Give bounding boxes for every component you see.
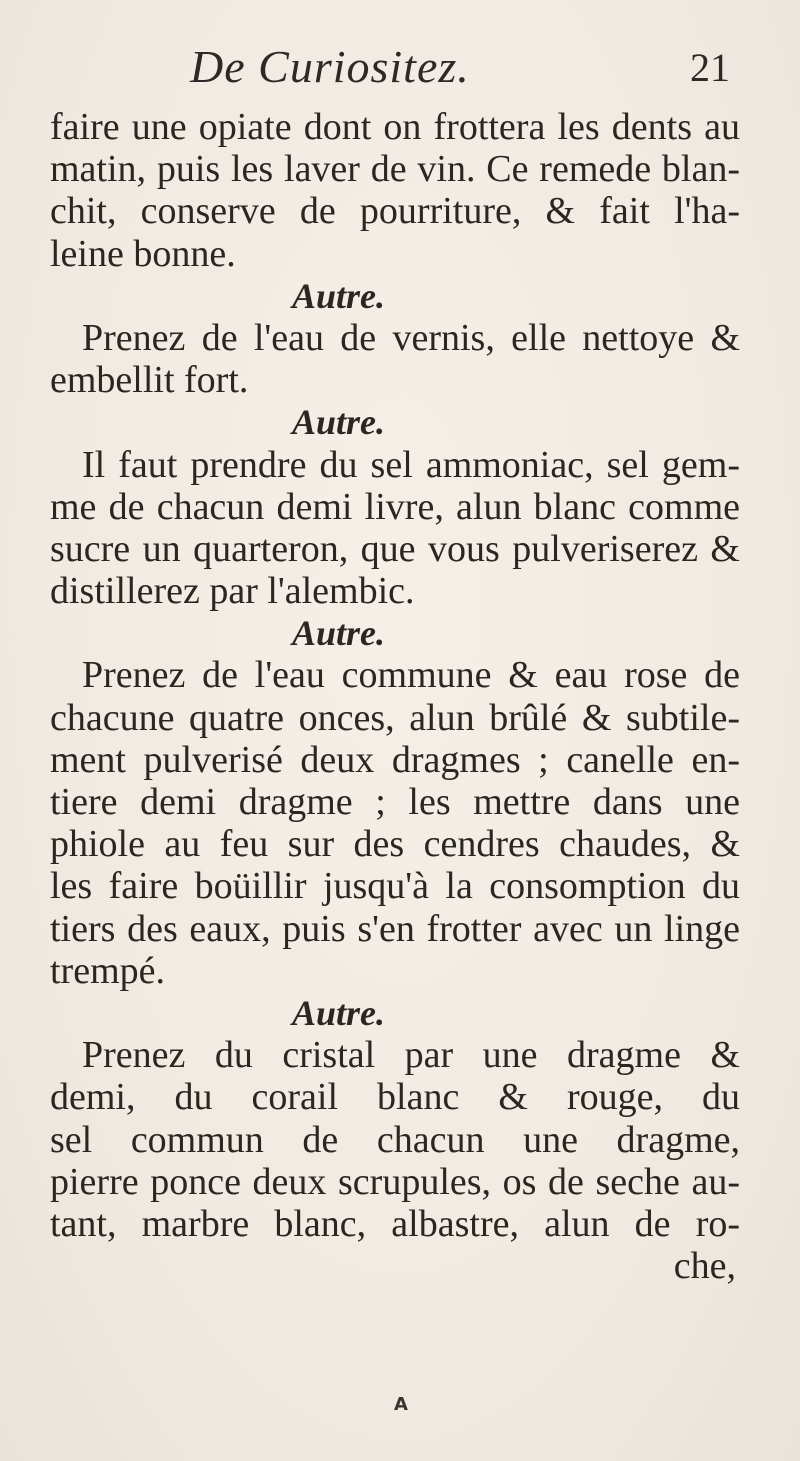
signature-mark: A bbox=[394, 1394, 408, 1415]
section-heading: Autre. bbox=[292, 613, 386, 654]
text-line: chacune quatre onces, alun brûlé & subtile- bbox=[50, 696, 740, 739]
body-text bbox=[50, 106, 740, 1287]
text-line: pierre ponce deux scrupules, os de seche au- bbox=[50, 1160, 740, 1203]
page-number: 21 bbox=[690, 45, 730, 90]
text-line: trempé. bbox=[50, 949, 166, 992]
text-line: matin, puis les laver de vin. Ce remede blan- bbox=[50, 148, 740, 191]
text-line: demi, du corail blanc & rouge, du bbox=[50, 1076, 740, 1119]
running-title: De Curiositez. bbox=[190, 41, 470, 92]
text-line: tiers des eaux, puis s'en frotter avec un linge bbox=[50, 907, 740, 950]
text-line: Prenez de l'eau de vernis, elle nettoye & bbox=[82, 316, 740, 359]
text-line: distillerez par l'alembic. bbox=[50, 570, 415, 613]
text-line: leine bonne. bbox=[50, 232, 236, 275]
page-header bbox=[60, 40, 750, 100]
text-line: phiole au feu sur des cendres chaudes, & bbox=[50, 823, 740, 866]
section-heading: Autre. bbox=[292, 992, 386, 1033]
text-line: ment pulverisé deux dragmes ; canelle en- bbox=[50, 738, 740, 781]
text-line: Prenez du cristal par une dragme & bbox=[82, 1034, 740, 1077]
section-heading: Autre. bbox=[292, 275, 386, 316]
catchword: che, bbox=[673, 1245, 736, 1288]
text-line: faire une opiate dont on frottera les dents au bbox=[50, 106, 740, 148]
text-line: embellit fort. bbox=[50, 359, 249, 402]
text-line: tiere demi dragme ; les mettre dans une bbox=[50, 781, 740, 823]
text-line: me de chacun demi livre, alun blanc comme bbox=[50, 485, 740, 528]
section-heading: Autre. bbox=[292, 402, 386, 443]
text-line: Prenez de l'eau commune & eau rose de bbox=[82, 654, 740, 697]
text-line: Il faut prendre du sel ammoniac, sel gem- bbox=[82, 443, 740, 486]
text-line: sucre un quarteron, que vous pulveriserez & bbox=[50, 527, 740, 570]
text-line: les faire boüillir jusqu'à la consomption du bbox=[50, 865, 740, 908]
text-line: tant, marbre blanc, albastre, alun de ro- bbox=[50, 1202, 740, 1245]
text-line: sel commun de chacun une dragme, bbox=[50, 1118, 740, 1161]
text-line: chit, conserve de pourriture, & fait l'ha- bbox=[50, 190, 740, 233]
